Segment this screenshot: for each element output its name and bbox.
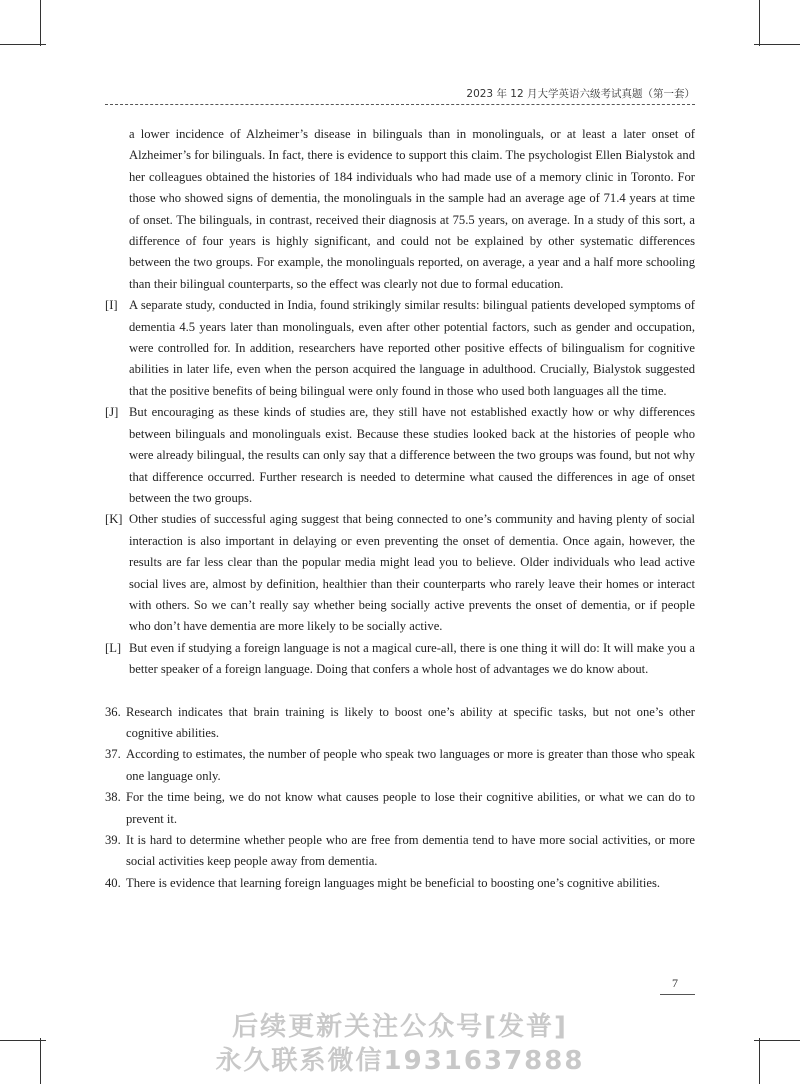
question-number: 36. (105, 704, 121, 719)
question-item (105, 702, 695, 745)
page-content (105, 124, 695, 894)
passage-paragraph (105, 638, 695, 681)
paragraph-text: But even if studying a foreign language is not a magical cure-all, there is one thing it will do: It will make you a better speaker of a foreign language. Doing that confers a whole host of advantages we do know about. (129, 640, 695, 677)
crop-mark (754, 44, 800, 45)
footer-promo-line2: 永久联系微信1931637888 (215, 1046, 585, 1076)
passage-paragraph (105, 295, 695, 402)
question-item (105, 787, 695, 830)
question-item (105, 873, 695, 894)
question-number: 38. (105, 790, 121, 805)
paragraph-text: A separate study, conducted in India, found strikingly similar results: bilingual patients developed symptoms of dementia 4.5 years later than monolinguals, even after other potential factors, such as gender and occupation, were controlled for. In addition, researchers have reported other positive effects of bilingualism for cognitive abilities in later life, even when the person acquired the language in adulthood. Crucially, Bialystok suggested that the positive benefits of being bilingual were only found in those who used both languages all the time. (129, 298, 695, 398)
question-text: For the time being, we do not know what causes people to lose their cognitive abilities, or what we can do to prevent it. (126, 790, 695, 826)
paragraph-label: [J] (105, 405, 119, 420)
paragraph-label: [L] (105, 640, 122, 655)
question-text: It is hard to determine whether people who are free from dementia tend to have more social activities, or more social activities keep people away from dementia. (126, 833, 695, 869)
header-rule (105, 104, 695, 105)
page-number: 7 (672, 976, 678, 990)
crop-mark (0, 44, 46, 45)
question-list (105, 702, 695, 895)
question-number: 37. (105, 747, 121, 762)
paragraph-label: [I] (105, 298, 118, 313)
question-text: Research indicates that brain training is likely to boost one’s ability at specific tasks, but not one’s other cognitive abilities. (126, 704, 695, 740)
question-text: According to estimates, the number of people who speak two languages or more is greater than those who speak one language only. (126, 747, 695, 783)
paragraph-label: [K] (105, 512, 123, 527)
question-item (105, 830, 695, 873)
passage-paragraph (105, 509, 695, 637)
footer-promo-line1: 后续更新关注公众号[发普] (232, 1012, 568, 1042)
crop-mark (759, 0, 760, 46)
passage-continuation: a lower incidence of Alzheimer’s disease in bilinguals than in monolinguals, or at least a later onset of Alzheimer’s for bilinguals. In fact, there is evidence to support this claim. The psychologist Ellen Bialystok and her colleagues obtained the histories of 184 individuals who had made use of a memory clinic in Toronto. For those who showed signs of dementia, the monolinguals in the sample had an average age of 71.4 years at time of onset. The bilinguals, in contrast, received their diagnosis at 75.5 years, on average. In a study of this sort, a difference of four years is highly significant, and could not be explained by other systematic differences between the two groups. For example, the monolinguals reported, on average, a year and a half more schooling than their bilingual counterparts, so the effect was clearly not due to formal education. (129, 127, 695, 291)
paragraph-text: Other studies of successful aging suggest that being connected to one’s community and having plenty of social interaction is also important in delaying or even preventing the onset of dementia. Once again, however, the results are far less clear than the popular media might lead you to believe. Older individuals who lead active social lives are, almost by definition, healthier than their counterparts who rarely leave their homes or interact with others. So we can’t really say whether being socially active prevents the onset of dementia, or if people who don’t have dementia are more likely to be socially active. (129, 512, 695, 634)
crop-mark (40, 0, 41, 46)
page-number-rule (660, 994, 695, 995)
running-header: 2023 年 12 月大学英语六级考试真题（第一套） (466, 88, 695, 100)
question-number: 39. (105, 833, 121, 847)
paragraph-text: But encouraging as these kinds of studies are, they still have not established exactly how or why differences between bilinguals and monolinguals exist. Because these studies looked back at the histories of people who were already bilingual, the results can only say that a difference between the two groups was found, but not why that difference occurred. Further research is needed to determine what caused the differences in age of onset between the two groups. (129, 405, 695, 505)
question-number: 40. (105, 875, 121, 890)
question-item (105, 744, 695, 787)
passage-paragraph (105, 402, 695, 509)
question-text: There is evidence that learning foreign languages might be beneficial to boosting one’s cognitive abilities. (126, 875, 661, 890)
